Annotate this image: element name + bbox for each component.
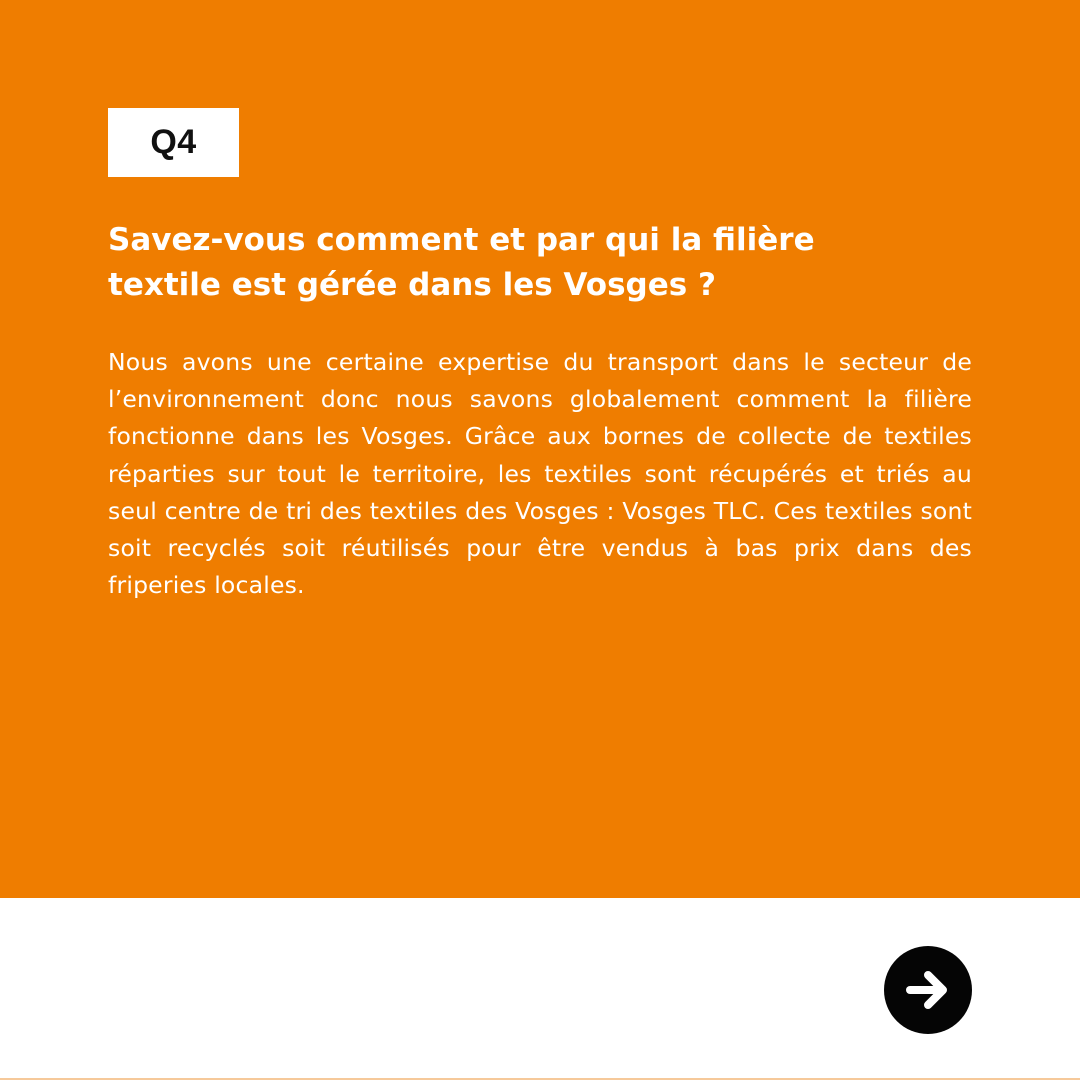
question-heading: Savez-vous comment et par qui la filière textile est gérée dans les Vosges ? xyxy=(108,222,815,303)
arrow-right-icon xyxy=(900,962,956,1018)
answer-paragraph: Nous avons une certaine expertise du transport dans le secteur de l’environnement donc nous savons globalement comment la filière fonctionne dans les Vosges. Grâce aux bornes de collecte de textiles réparties sur tout le territoire, les textiles sont récupérés et triés au seul centre de tri des textiles des Vosges : Vosges TLC. Ces textiles sont soit recyclés soit réutilisés pour être vendus à bas prix dans des friperies locales. xyxy=(108,348,972,600)
question-number-badge xyxy=(108,108,239,177)
next-slide-button[interactable] xyxy=(884,946,972,1034)
question-number-label: Q4 xyxy=(150,123,197,161)
